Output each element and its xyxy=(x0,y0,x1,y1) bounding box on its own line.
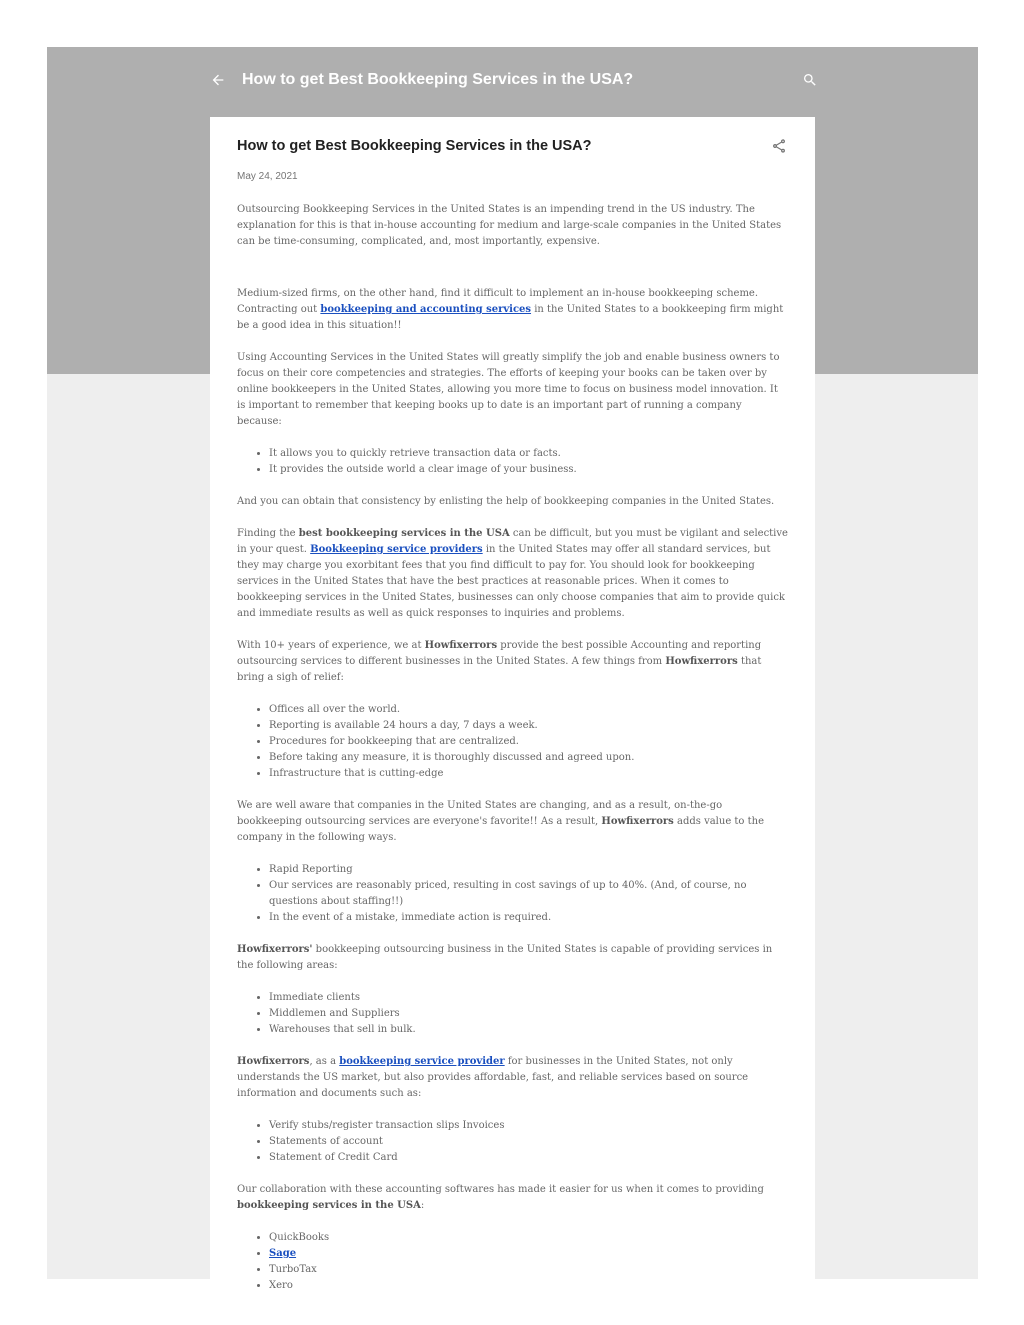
list-item: • Verify stubs/register transaction slips Invoices xyxy=(269,1118,788,1134)
list-item: • Statements of account xyxy=(269,1134,788,1150)
list-item: • Before taking any measure, it is thoroughly discussed and agreed upon. xyxy=(269,750,788,766)
bookkeeping-service-provider-link[interactable]: bookkeeping service provider xyxy=(339,1056,505,1067)
list-item: • TurboTax xyxy=(269,1262,788,1278)
list-item: • Xero xyxy=(269,1278,788,1294)
paragraph: Our collaboration with these accounting softwares has made it easier for us when it comes to providing bookkeeping services in the USA: xyxy=(237,1184,764,1211)
top-bar xyxy=(210,67,818,93)
list-item: • In the event of a mistake, immediate action is required. xyxy=(269,910,788,926)
list-item: • Reporting is available 24 hours a day, 7 days a week. xyxy=(269,718,788,734)
post-title: How to get Best Bookkeeping Services in the USA? xyxy=(237,138,592,154)
paragraph: Using Accounting Services in the United States will greatly simplify the job and enable business owners to focus on their core competencies and strategies. The efforts of keeping your books can be taken over by online bookkeepers in the United States, allowing you more time to focus on business model innovation. It is important to remember that keeping books up to date is an important part of running a company because: xyxy=(237,352,780,427)
paragraph: Howfixerrors, as a bookkeeping service provider for businesses in the United States, not only understands the US market, but also provides affordable, fast, and reliable services based on source information and documents such as: xyxy=(237,1056,749,1099)
bullet-list xyxy=(237,446,788,478)
blog-title[interactable]: How to get Best Bookkeeping Services in the USA? xyxy=(242,71,634,88)
list-item: • Immediate clients xyxy=(269,990,788,1006)
bookkeeping-service-providers-link[interactable]: Bookkeeping service providers xyxy=(310,544,483,555)
bullet-list xyxy=(237,990,788,1038)
paragraph: Finding the best bookkeeping services in the USA can be difficult, but you must be vigilant and selective in your quest. Bookkeeping service providers in the United States may offer all standard services, but they may charge you exorbitant fees that you find difficult to pay for. You should look for bookkeeping services in the United States that have the best practices at reasonable prices. When it comes to bookkeeping services in the United States, businesses can only choose companies that aim to provide quick and immediate results as well as quick responses to inquiries and problems. xyxy=(237,528,788,619)
paragraph: Howfixerrors' bookkeeping outsourcing business in the United States is capable of providing services in the following areas: xyxy=(237,944,773,971)
list-item: • Middlemen and Suppliers xyxy=(269,1006,788,1022)
list-item: • Offices all over the world. xyxy=(269,702,788,718)
list-item: • It allows you to quickly retrieve transaction data or facts. xyxy=(269,446,788,462)
paragraph: Medium-sized firms, on the other hand, find it difficult to implement an in-house bookkeeping scheme. Contracting out bookkeeping and accounting services in the United States to a bookkeeping firm might be a good idea in this situation!! xyxy=(237,288,784,331)
bullet-list xyxy=(237,1118,788,1166)
list-item: • Infrastructure that is cutting-edge xyxy=(269,766,788,782)
page-frame xyxy=(47,47,978,1291)
list-item: • Our services are reasonably priced, resulting in cost savings of up to 40%. (And, of course, no questions about staffing!!) xyxy=(269,878,788,910)
paragraph: Outsourcing Bookkeeping Services in the United States is an impending trend in the US industry. The explanation for this is that in-house accounting for medium and large-scale companies in the United States can be time-consuming, complicated, and, most importantly, expensive. xyxy=(237,204,782,247)
paragraph: With 10+ years of experience, we at Howfixerrors provide the best possible Accounting and reporting outsourcing services to different businesses in the United States. A few things from Howfixerrors that bring a sigh of relief: xyxy=(237,640,762,683)
bullet-list xyxy=(237,702,788,782)
list-item xyxy=(269,1246,788,1262)
share-icon[interactable] xyxy=(771,138,787,154)
list-item: • Statement of Credit Card xyxy=(269,1150,788,1166)
list-item: • QuickBooks xyxy=(269,1230,788,1246)
list-item: • Warehouses that sell in bulk. xyxy=(269,1022,788,1038)
arrow-back-icon[interactable] xyxy=(210,72,226,88)
search-icon[interactable] xyxy=(802,72,818,88)
bullet-list xyxy=(237,862,788,926)
paragraph: And you can obtain that consistency by enlisting the help of bookkeeping companies in the United States. xyxy=(237,496,775,507)
list-item: • Procedures for bookkeeping that are centralized. xyxy=(269,734,788,750)
sage-link[interactable]: Sage xyxy=(269,1248,297,1259)
bookkeeping-accounting-services-link[interactable]: bookkeeping and accounting services xyxy=(320,304,532,315)
list-item: • It provides the outside world a clear image of your business. xyxy=(269,462,788,478)
post-header xyxy=(237,138,788,154)
bullet-list xyxy=(237,1230,788,1294)
paragraph: We are well aware that companies in the United States are changing, and as a result, on-the-go bookkeeping outsourcing services are everyone's favorite!! As a result, Howfixerrors adds value to the company in the following ways. xyxy=(237,800,765,843)
post-body xyxy=(237,202,788,1294)
post-card xyxy=(210,117,815,1297)
post-date: May 24, 2021 xyxy=(237,171,298,182)
list-item: • Rapid Reporting xyxy=(269,862,788,878)
